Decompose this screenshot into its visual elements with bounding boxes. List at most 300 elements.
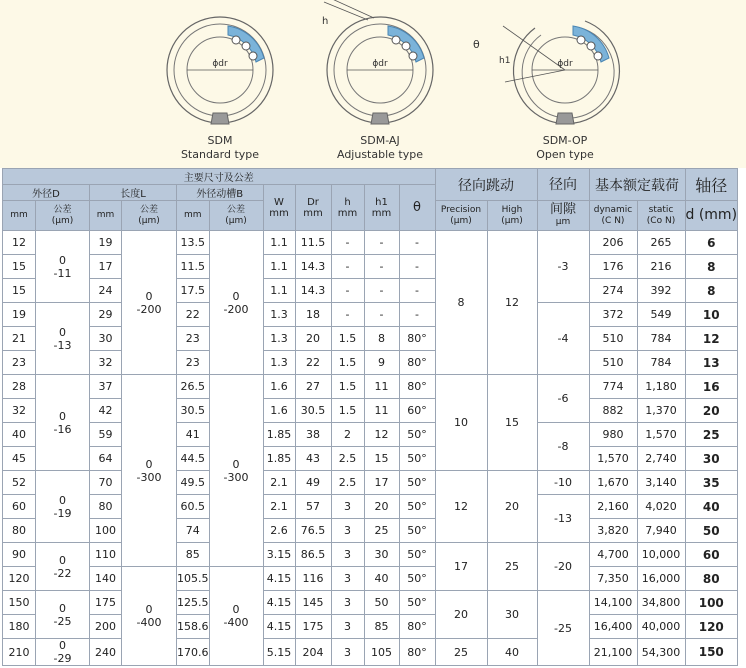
tol-lower: -16 (53, 422, 72, 436)
high-unit: (μm) (501, 215, 523, 226)
groove-b-cell: 23 (177, 351, 210, 375)
shaft-d-cell: 8 (685, 279, 738, 303)
precision-cell: 8 (435, 231, 487, 375)
radial-runout-header: 径向跳动 (435, 169, 537, 201)
bearing-adjustable-drawing (310, 8, 450, 134)
static-cell: 216 (637, 255, 685, 279)
length-l-cell: 110 (90, 543, 122, 567)
dr-cell: 38 (295, 423, 331, 447)
dynamic-cell: 882 (589, 399, 637, 423)
static-cell: 784 (637, 351, 685, 375)
tol-lower: -300 (136, 470, 162, 484)
outer-d-cell: 28 (3, 375, 36, 399)
dynamic-cell: 176 (589, 255, 637, 279)
tol-upper: 0 (232, 457, 240, 471)
shaft-header: 轴径 (685, 169, 738, 201)
w-cell: 1.3 (263, 303, 295, 327)
radial-clearance-header (537, 169, 589, 201)
length-l-header: 长度L (90, 185, 177, 201)
static-cell: 392 (637, 279, 685, 303)
h-cell: 1.5 (331, 327, 364, 351)
groove-b-cell: 13.5 (177, 231, 210, 255)
h-col-label: h (344, 196, 351, 208)
dynamic-cell: 4,700 (589, 543, 637, 567)
dr-cell: 86.5 (295, 543, 331, 567)
table-row (3, 351, 738, 375)
shaft-unit-header: d (mm) (685, 201, 738, 231)
tolD-cell (36, 639, 90, 666)
tol-upper: 0 (59, 639, 66, 652)
precision-cell: 25 (435, 639, 487, 666)
shaft-d-cell: 30 (685, 447, 738, 471)
table-row (3, 567, 738, 591)
shaft-d-cell: 13 (685, 351, 738, 375)
w-cell: 1.3 (263, 327, 295, 351)
h1-cell: 30 (364, 543, 399, 567)
precision-header (435, 201, 487, 231)
static-label: static (648, 204, 674, 215)
tol-lower: -200 (223, 302, 249, 316)
tol-lower: -13 (53, 338, 72, 352)
clearance-cell: -10 (537, 471, 589, 495)
tol-lower: -22 (53, 566, 72, 580)
h-cell: 3 (331, 639, 364, 666)
table-row (3, 375, 738, 399)
static-header (637, 201, 685, 231)
table-row (3, 495, 738, 519)
h1-cell: 40 (364, 567, 399, 591)
w-cell: 3.15 (263, 543, 295, 567)
tol-label: 公差 (139, 204, 158, 215)
length-l-cell: 80 (90, 495, 122, 519)
dr-cell: 116 (295, 567, 331, 591)
h1-cell: 20 (364, 495, 399, 519)
h-cell: 2.5 (331, 447, 364, 471)
outer-d-cell: 32 (3, 399, 36, 423)
length-l-cell: 32 (90, 351, 122, 375)
tol-upper: 0 (59, 553, 66, 567)
dr-cell: 11.5 (295, 231, 331, 255)
groove-b-cell: 17.5 (177, 279, 210, 303)
dr-cell: 14.3 (295, 279, 331, 303)
h1-cell: 11 (364, 375, 399, 399)
table-row (3, 591, 738, 615)
table-row (3, 471, 738, 495)
table-row (3, 543, 738, 567)
tol-lower: -25 (53, 614, 72, 628)
table-row (3, 519, 738, 543)
outer-d-cell: 60 (3, 495, 36, 519)
dr-cell: 57 (295, 495, 331, 519)
theta-cell: - (399, 255, 435, 279)
precision-label: Precision (440, 204, 482, 215)
h1-cell: 8 (364, 327, 399, 351)
dynamic-cell: 274 (589, 279, 637, 303)
tol-lower: -19 (53, 506, 72, 520)
h-cell: - (331, 279, 364, 303)
tol-upper: 0 (59, 601, 66, 615)
dynamic-cell: 21,100 (589, 639, 637, 666)
table-row (3, 255, 738, 279)
sdm-op-code: SDM-OP (542, 134, 588, 147)
dynamic-cell: 510 (589, 327, 637, 351)
static-cell: 1,180 (637, 375, 685, 399)
dr-label: ϕdr (557, 59, 573, 69)
h-cell: 3 (331, 591, 364, 615)
theta-cell: 80° (399, 327, 435, 351)
h1-cell: 15 (364, 447, 399, 471)
w-unit: mm (269, 207, 289, 219)
h-cell: 3 (331, 519, 364, 543)
diagram-sdm-op (473, 0, 635, 168)
table-row (3, 615, 738, 639)
dr-cell: 22 (295, 351, 331, 375)
h-cell: 3 (331, 615, 364, 639)
dynamic-cell: 14,100 (589, 591, 637, 615)
static-cell: 1,370 (637, 399, 685, 423)
length-l-cell: 17 (90, 255, 122, 279)
tol-lower: -11 (53, 266, 72, 280)
w-cell: 1.6 (263, 375, 295, 399)
length-l-cell: 175 (90, 591, 122, 615)
dynamic-cell: 7,350 (589, 567, 637, 591)
static-cell: 265 (637, 231, 685, 255)
w-cell: 4.15 (263, 567, 295, 591)
h1-cell: 50 (364, 591, 399, 615)
groove-b-cell: 170.6 (177, 639, 210, 666)
groove-b-header: 外径动槽B (177, 185, 264, 201)
tol-upper: 0 (59, 409, 66, 423)
tolD-cell (36, 543, 90, 591)
tolB-cell (209, 567, 263, 666)
dr-cell: 27 (295, 375, 331, 399)
table-row (3, 447, 738, 471)
w-cell: 1.3 (263, 351, 295, 375)
static-cell: 34,800 (637, 591, 685, 615)
static-cell: 784 (637, 327, 685, 351)
table-row (3, 327, 738, 351)
groove-b-cell: 26.5 (177, 375, 210, 399)
diagram-sdm (150, 0, 290, 168)
high-cell: 25 (487, 543, 537, 591)
h-cell: 1.5 (331, 399, 364, 423)
diagram-banner (0, 0, 746, 168)
static-cell: 549 (637, 303, 685, 327)
length-l-cell: 200 (90, 615, 122, 639)
theta-cell: 80° (399, 639, 435, 666)
groove-b-cell: 23 (177, 327, 210, 351)
spec-table-body (3, 231, 738, 666)
w-cell: 4.15 (263, 591, 295, 615)
load-rating-header: 基本额定载荷 (589, 169, 685, 201)
dr-header (295, 185, 331, 231)
w-cell: 2.1 (263, 471, 295, 495)
shaft-d-cell: 12 (685, 327, 738, 351)
tol-upper: 0 (145, 603, 153, 616)
precision-unit: (μm) (450, 215, 472, 226)
length-l-cell: 70 (90, 471, 122, 495)
h1-cell: 12 (364, 423, 399, 447)
diagram-sdm-aj (310, 0, 450, 168)
tol-label: 公差 (53, 204, 72, 215)
dynamic-cell: 16,400 (589, 615, 637, 639)
static-cell: 40,000 (637, 615, 685, 639)
length-l-cell: 37 (90, 375, 122, 399)
high-label: High (501, 204, 523, 215)
dr-label: ϕdr (212, 59, 228, 69)
h1-cell: 25 (364, 519, 399, 543)
tolB-cell (209, 231, 263, 375)
h-cell: 3 (331, 495, 364, 519)
shaft-d-cell: 50 (685, 519, 738, 543)
static-cell: 10,000 (637, 543, 685, 567)
static-unit: (Co N) (646, 215, 676, 226)
length-l-cell: 59 (90, 423, 122, 447)
dynamic-cell: 1,670 (589, 471, 637, 495)
dr-cell: 175 (295, 615, 331, 639)
length-l-cell: 140 (90, 567, 122, 591)
static-cell: 54,300 (637, 639, 685, 666)
dr-cell: 14.3 (295, 255, 331, 279)
tol-label: 公差 (226, 204, 245, 215)
length-l-cell: 24 (90, 279, 122, 303)
theta-cell: 80° (399, 375, 435, 399)
h-label: h (322, 16, 329, 27)
high-cell: 30 (487, 591, 537, 639)
high-cell: 12 (487, 231, 537, 375)
outer-d-tol (36, 201, 90, 231)
h-cell: 1.5 (331, 375, 364, 399)
h1-cell: - (364, 279, 399, 303)
theta-cell: 80° (399, 615, 435, 639)
theta-cell: 50° (399, 495, 435, 519)
tolB-cell (209, 375, 263, 567)
h-cell: 1.5 (331, 351, 364, 375)
groove-b-cell: 158.6 (177, 615, 210, 639)
tol-lower: -300 (223, 470, 249, 484)
tol-upper: 0 (232, 289, 240, 303)
table-row (3, 399, 738, 423)
dr-cell: 76.5 (295, 519, 331, 543)
theta-cell: 60° (399, 399, 435, 423)
theta-cell: - (399, 231, 435, 255)
shaft-d-cell: 20 (685, 399, 738, 423)
h-header (331, 185, 364, 231)
tolL-cell (122, 231, 177, 375)
sdm-code: SDM (207, 134, 233, 147)
bearing-open-drawing (473, 8, 635, 134)
shaft-d-cell: 100 (685, 591, 738, 615)
dr-cell: 49 (295, 471, 331, 495)
theta-cell: 50° (399, 519, 435, 543)
dynamic-cell: 510 (589, 351, 637, 375)
main-dims-header: 主要尺寸及公差 (3, 169, 436, 185)
clearance-subheader (537, 201, 589, 231)
h1-cell: 11 (364, 399, 399, 423)
theta-cell: 50° (399, 543, 435, 567)
outer-d-cell: 40 (3, 423, 36, 447)
dynamic-cell: 774 (589, 375, 637, 399)
outer-d-cell: 52 (3, 471, 36, 495)
outer-d-cell: 15 (3, 279, 36, 303)
clearance-cell: -20 (537, 543, 589, 591)
tolD-cell (36, 471, 90, 543)
dynamic-cell: 372 (589, 303, 637, 327)
tol-upper: 0 (145, 289, 153, 303)
clearance-unit: μm (555, 216, 571, 227)
theta-cell: - (399, 279, 435, 303)
tol-lower: -400 (136, 616, 162, 629)
groove-b-cell: 30.5 (177, 399, 210, 423)
dr-label: ϕdr (372, 59, 388, 69)
theta-label: θ (473, 38, 480, 51)
outer-d-cell: 12 (3, 231, 36, 255)
sdm-aj-type: Adjustable type (336, 148, 423, 161)
table-row (3, 303, 738, 327)
theta-cell: 50° (399, 423, 435, 447)
h1-cell: 17 (364, 471, 399, 495)
w-label: W (274, 196, 284, 208)
theta-cell: 50° (399, 567, 435, 591)
clearance-cell: -3 (537, 231, 589, 303)
table-row (3, 639, 738, 666)
shaft-d-cell: 40 (685, 495, 738, 519)
h-cell: - (331, 255, 364, 279)
tol-lower: -400 (223, 616, 249, 629)
static-cell: 2,740 (637, 447, 685, 471)
dynamic-label: dynamic (593, 204, 633, 215)
groove-b-tol (209, 201, 263, 231)
w-cell: 2.6 (263, 519, 295, 543)
clearance-cell: -6 (537, 375, 589, 423)
length-l-cell: 64 (90, 447, 122, 471)
shaft-d-cell: 25 (685, 423, 738, 447)
static-cell: 7,940 (637, 519, 685, 543)
table-row (3, 423, 738, 447)
groove-b-cell: 74 (177, 519, 210, 543)
tol-upper: 0 (145, 457, 153, 471)
theta-cell: 50° (399, 471, 435, 495)
table-row (3, 279, 738, 303)
outer-d-cell: 120 (3, 567, 36, 591)
shaft-d-cell: 16 (685, 375, 738, 399)
clearance-cell: -4 (537, 303, 589, 375)
dr-cell: 204 (295, 639, 331, 666)
groove-b-cell: 60.5 (177, 495, 210, 519)
outer-d-cell: 80 (3, 519, 36, 543)
h-cell: 3 (331, 543, 364, 567)
spec-table (2, 168, 738, 666)
sdm-aj-code: SDM-AJ (360, 134, 400, 147)
length-l-cell: 42 (90, 399, 122, 423)
w-cell: 1.85 (263, 423, 295, 447)
high-cell: 15 (487, 375, 537, 471)
theta-header: θ (399, 185, 435, 231)
theta-cell: 80° (399, 351, 435, 375)
shaft-d-cell: 60 (685, 543, 738, 567)
h1-cell: 85 (364, 615, 399, 639)
shaft-d-cell: 80 (685, 567, 738, 591)
clearance-cell: -25 (537, 591, 589, 666)
high-header (487, 201, 537, 231)
h1-label: h1 (499, 56, 511, 66)
static-cell: 1,570 (637, 423, 685, 447)
w-cell: 5.15 (263, 639, 295, 666)
static-cell: 4,020 (637, 495, 685, 519)
dynamic-cell: 2,160 (589, 495, 637, 519)
shaft-d-cell: 35 (685, 471, 738, 495)
tol-upper: 0 (232, 603, 240, 616)
shaft-d-cell: 10 (685, 303, 738, 327)
h1-unit: mm (371, 207, 392, 219)
length-l-mm: mm (90, 201, 122, 231)
length-l-cell: 100 (90, 519, 122, 543)
outer-d-cell: 180 (3, 615, 36, 639)
w-cell: 1.1 (263, 231, 295, 255)
clearance-cell: -13 (537, 495, 589, 543)
outer-d-cell: 210 (3, 639, 36, 666)
tol-unit: (μm) (138, 215, 160, 226)
h1-col-label: h1 (375, 196, 388, 208)
length-l-cell: 30 (90, 327, 122, 351)
h1-cell: - (364, 255, 399, 279)
groove-b-cell: 125.5 (177, 591, 210, 615)
clearance-cell: -8 (537, 423, 589, 471)
groove-b-cell: 11.5 (177, 255, 210, 279)
outer-d-cell: 15 (3, 255, 36, 279)
h1-header (364, 185, 399, 231)
theta-cell: 50° (399, 447, 435, 471)
bearing-standard-drawing (150, 8, 290, 134)
dr-cell: 20 (295, 327, 331, 351)
tolD-cell (36, 591, 90, 639)
shaft-d-cell: 6 (685, 231, 738, 255)
tolL-cell (122, 567, 177, 666)
sdm-type: Standard type (180, 148, 260, 161)
tol-upper: 0 (59, 493, 66, 507)
groove-b-cell: 41 (177, 423, 210, 447)
h-cell: - (331, 231, 364, 255)
sdm-op-type: Open type (536, 148, 594, 161)
precision-cell: 17 (435, 543, 487, 591)
outer-d-cell: 19 (3, 303, 36, 327)
precision-cell: 20 (435, 591, 487, 639)
h1-cell: 105 (364, 639, 399, 666)
theta-cell: 50° (399, 591, 435, 615)
dynamic-cell: 1,570 (589, 447, 637, 471)
tol-lower: -200 (136, 302, 162, 316)
tol-unit: (μm) (225, 215, 247, 226)
shaft-d-cell: 8 (685, 255, 738, 279)
shaft-d-cell: 120 (685, 615, 738, 639)
h1-cell: 9 (364, 351, 399, 375)
outer-d-cell: 21 (3, 327, 36, 351)
dr-cell: 30.5 (295, 399, 331, 423)
dr-col-label: Dr (307, 196, 319, 208)
w-cell: 1.1 (263, 255, 295, 279)
table-row (3, 231, 738, 255)
static-cell: 16,000 (637, 567, 685, 591)
h1-cell: - (364, 303, 399, 327)
dynamic-cell: 3,820 (589, 519, 637, 543)
groove-b-cell: 44.5 (177, 447, 210, 471)
w-cell: 1.85 (263, 447, 295, 471)
groove-b-mm: mm (177, 201, 210, 231)
w-cell: 4.15 (263, 615, 295, 639)
dr-cell: 145 (295, 591, 331, 615)
groove-b-cell: 49.5 (177, 471, 210, 495)
outer-d-cell: 150 (3, 591, 36, 615)
